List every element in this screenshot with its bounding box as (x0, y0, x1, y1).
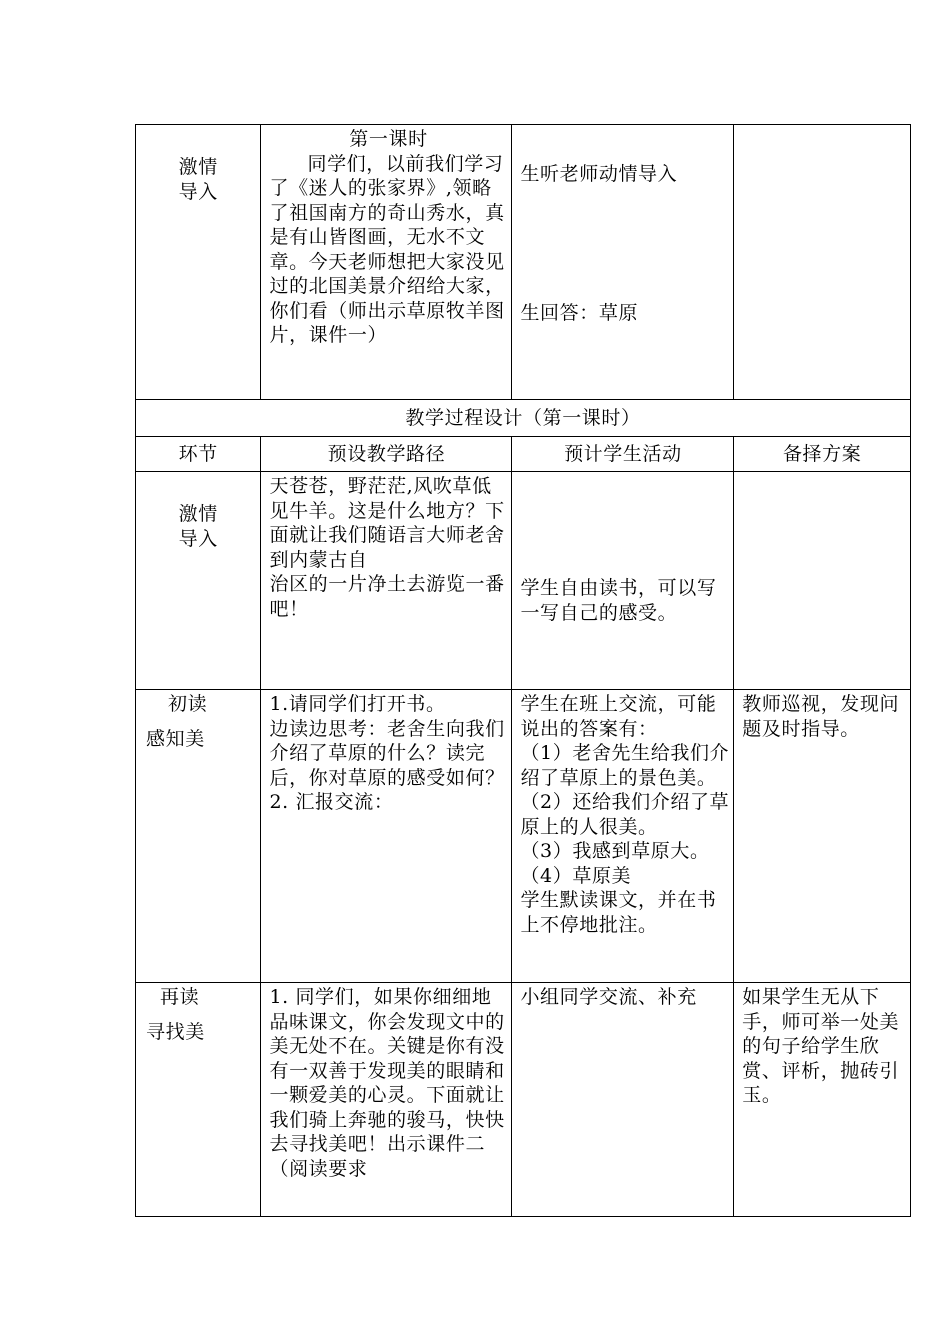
plan-cell (734, 472, 911, 690)
stage-label: 激情 (178, 503, 218, 525)
path-text: 同学们，以前我们学习了《迷人的张家界》,领略了祖国南方的奇山秀水，真是有山皆图画，无水不文章。今天老师想把大家没见过的北国美景介绍给大家，你们看（师出示草原牧羊图片，课件一） (269, 152, 505, 346)
column-header: 预设教学路径 (261, 437, 512, 472)
activity-cell: 学生自由读书，可以写一写自己的感受。 (512, 472, 734, 690)
plan-cell: 教师巡视，发现问题及时指导。 (734, 690, 911, 983)
path-cell: 1. 同学们，如果你细细地品味课文，你会发现文中的美无处不在。关键是你有没有一双善于发现美的眼睛和一颗爱美的心灵。下面就让我们骑上奔驰的骏马，快快去寻找美吧！出示课件二（阅读要求 (261, 983, 512, 1217)
lesson-plan-table (135, 124, 911, 1217)
column-header: 备择方案 (734, 437, 911, 472)
activity-text: 生回答：草原 (520, 301, 639, 324)
path-cell: 1.请同学们打开书。 边读边思考：老舍生向我们介绍了草原的什么？读完后，你对草原的感受如何？ 2. 汇报交流： (261, 690, 512, 983)
stage-cell (136, 125, 261, 400)
table-row (136, 690, 911, 983)
lesson-period-title: 第一课时 (349, 128, 428, 150)
stage-label: 导入 (178, 180, 218, 203)
column-header: 预计学生活动 (512, 437, 734, 472)
stage-cell (136, 690, 261, 983)
table-header-row (136, 437, 911, 472)
table-row-title (136, 400, 911, 437)
stage-label: 寻找美 (146, 1020, 205, 1043)
table-row (136, 983, 911, 1217)
stage-label: 导入 (178, 527, 218, 550)
stage-label: 再读 (160, 986, 200, 1008)
stage-label: 感知美 (146, 727, 205, 750)
section-title: 教学过程设计（第一课时） (136, 400, 911, 437)
table-row (136, 472, 911, 690)
activity-cell (512, 125, 734, 400)
stage-cell (136, 983, 261, 1217)
activity-cell: 学生在班上交流，可能说出的答案有： （1）老舍先生给我们介绍了草原上的景色美。 （2）还给我们介绍了草原上的人很美。 （3）我感到草原大。 （4）草原美 学生默读课文，并在书上不停地批注。 (512, 690, 734, 983)
table-row-intro (136, 125, 911, 400)
activity-cell: 小组同学交流、补充 (512, 983, 734, 1217)
stage-label: 初读 (168, 693, 208, 715)
stage-label: 激情 (178, 156, 218, 178)
plan-cell (734, 125, 911, 400)
activity-text: 生听老师动情导入 (520, 163, 678, 185)
path-cell: 天苍苍，野茫茫,风吹草低见牛羊。这是什么地方？下面就让我们随语言大师老舍到内蒙古自 治区的一片净土去游览一番吧！ (261, 472, 512, 690)
column-header: 环节 (136, 437, 261, 472)
plan-cell: 如果学生无从下手，师可举一处美的句子给学生欣赏、评析，抛砖引玉。 (734, 983, 911, 1217)
path-cell (261, 125, 512, 400)
stage-cell (136, 472, 261, 690)
